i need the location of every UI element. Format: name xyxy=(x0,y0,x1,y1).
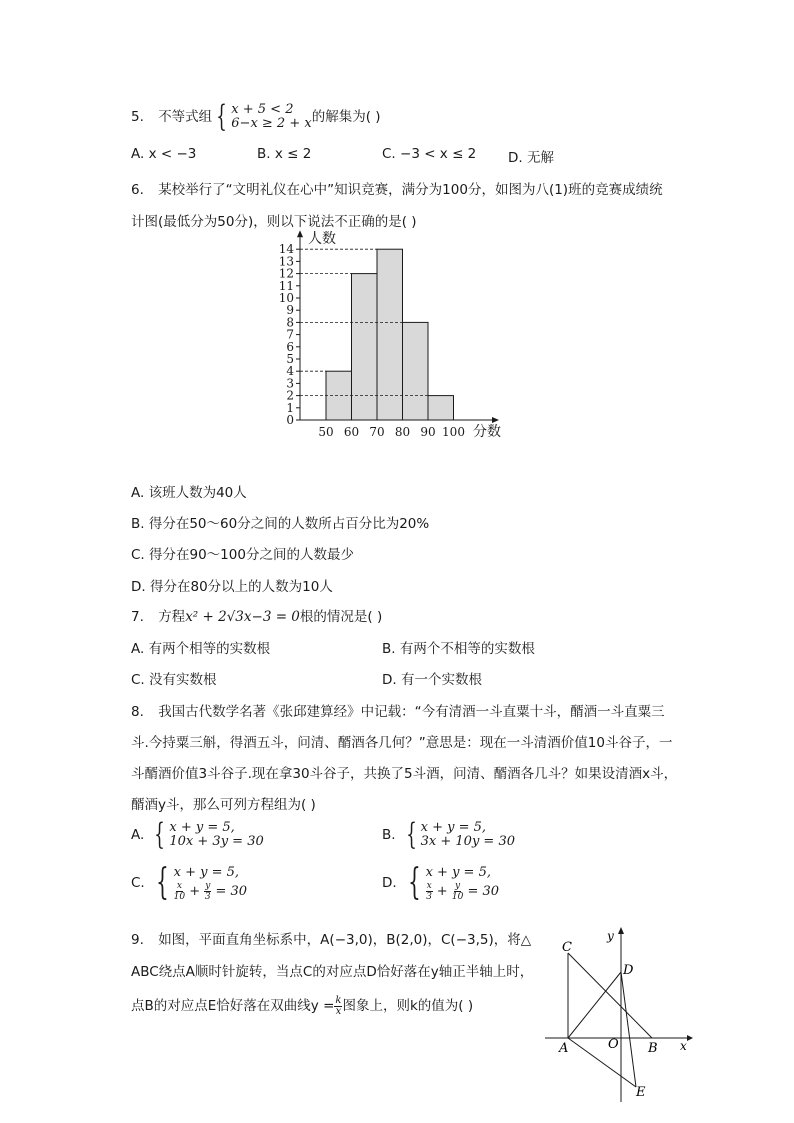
q5-row1: x + 5 < 2 xyxy=(231,102,294,117)
q9-line2: ABC绕点A顺时针旋转，当点C的对应点D恰好落在y轴正半轴上时， xyxy=(131,964,534,980)
q8-option-a: A. { x + y = 5, 10x + 3y = 30 xyxy=(131,817,264,852)
label-d: D xyxy=(623,963,634,978)
q9-text3-post: 图象上，则k的值为( ) xyxy=(342,998,474,1014)
q9-text3-pre: 点B的对应点E恰好落在双曲线y = xyxy=(131,998,335,1014)
label-e: E xyxy=(636,1085,646,1100)
histogram-x-axis-arrow xyxy=(492,417,499,423)
label-b: B xyxy=(648,1041,658,1056)
segment-ad xyxy=(568,972,621,1038)
q7-stem xyxy=(131,605,382,625)
histogram-bar xyxy=(403,322,429,420)
q9-number: 9. xyxy=(131,932,144,948)
q7-post: 根的情况是( ) xyxy=(299,609,383,625)
label-y: y xyxy=(607,929,614,943)
q6-line2: 计图(最低分为50分)，则以下说法不正确的是( ) xyxy=(131,214,417,230)
segment-de xyxy=(621,972,636,1087)
q5-option-b: B. x ≤ 2 xyxy=(257,146,312,162)
q7-option-d: D. 有一个实数根 xyxy=(382,672,482,688)
histogram-x-tick-label: 50 xyxy=(318,425,334,439)
histogram-x-tick-label: 100 xyxy=(442,425,465,439)
q8-line2: 斗.今持粟三斛，得酒五斗，问清、醑酒各几何？”意思是：现在一斗清酒价值10斗谷子，一 xyxy=(131,735,673,751)
q8-option-b: B. { x + y = 5, 3x + 10y = 30 xyxy=(382,817,516,852)
histogram-y-tick-label: 14 xyxy=(278,242,294,257)
q6-number: 6. xyxy=(131,182,144,198)
q8-option-c-label: C. xyxy=(131,875,145,891)
q8-c-row2: $\frac{x}{10}$ + $\frac{y}{3}$ = 30 xyxy=(173,881,248,902)
q8-option-b-label: B. xyxy=(382,827,396,843)
histogram-y-axis-label: 人数 xyxy=(308,231,336,248)
histogram-y-tick-label: 5 xyxy=(286,352,294,366)
histogram-y-tick-label: 7 xyxy=(286,327,294,342)
q8-a-row1: x + y = 5, xyxy=(169,820,235,835)
label-a: A xyxy=(559,1041,569,1056)
histogram-y-tick-label: 13 xyxy=(278,254,294,269)
q5-option-a: A. x < −3 xyxy=(131,146,197,162)
histogram-y-tick-label: 8 xyxy=(286,315,294,330)
q8-b-row1: x + y = 5, xyxy=(420,820,487,835)
coordinate-diagram xyxy=(545,922,705,1107)
q8-line3: 斗醑酒价值3斗谷子.现在拿30斗谷子，共换了5斗酒，问清、醑酒各几斗？如果设清酒x斗， xyxy=(131,766,678,782)
histogram-x-tick-label: 60 xyxy=(343,425,360,439)
q7-option-c: C. 没有实数根 xyxy=(131,672,217,688)
histogram-y-tick-label: 9 xyxy=(286,303,294,318)
q7-number: 7. xyxy=(131,609,144,625)
histogram-y-tick-label: 12 xyxy=(278,266,294,281)
segment-cb xyxy=(568,953,652,1038)
q7-option-b: B. 有两个不相等的实数根 xyxy=(382,641,535,657)
q8-c-row1: x + y = 5, xyxy=(173,865,240,880)
q9-frac-num: k xyxy=(335,994,342,1006)
y-axis-arrow xyxy=(618,927,624,934)
q5-option-d: D. 无解 xyxy=(508,150,554,166)
q5-option-c: C. −3 < x ≤ 2 xyxy=(382,146,477,162)
q7-pre: 方程 xyxy=(158,609,186,625)
q8-d-row1: x + y = 5, xyxy=(425,865,491,880)
label-x: x xyxy=(680,1039,687,1053)
histogram-y-tick-label: 0 xyxy=(286,413,294,427)
histogram-x-tick-label: 90 xyxy=(420,425,436,439)
histogram-bar xyxy=(428,396,454,420)
histogram xyxy=(270,228,520,443)
q8-b-row2: 3x + 10y = 30 xyxy=(420,834,516,849)
q6-option-d: D. 得分在80分以上的人数为10人 xyxy=(131,579,333,595)
q6-option-a: A. 该班人数为40人 xyxy=(131,485,247,501)
q5-stem xyxy=(131,99,381,134)
q5-number: 5. xyxy=(131,109,144,125)
histogram-y-tick-label: 3 xyxy=(286,376,294,391)
q8-line1 xyxy=(131,700,665,720)
label-o: O xyxy=(608,1037,619,1052)
label-c: C xyxy=(562,940,572,955)
histogram-x-tick-label: 70 xyxy=(369,425,385,439)
q8-option-d-label: D. xyxy=(382,875,397,891)
histogram-y-tick-label: 11 xyxy=(278,278,294,293)
q8-option-c: C. { x + y = 5, $\frac{x}{10}$ + $\frac{y}{3}$ = 30 xyxy=(131,862,248,903)
q9-frac-den: x xyxy=(335,1005,342,1017)
q8-a-row2: 10x + 3y = 30 xyxy=(169,834,264,849)
q5-pre: 不等式组 xyxy=(158,109,213,125)
x-axis-arrow xyxy=(687,1035,693,1041)
histogram-y-tick-label: 6 xyxy=(286,339,294,354)
q8-number: 8. xyxy=(131,704,144,720)
histogram-y-tick-label: 2 xyxy=(286,388,294,403)
histogram-y-axis-arrow xyxy=(297,230,303,237)
q5-post: 的解集为( ) xyxy=(311,109,381,125)
q9-text1: 如图，平面直角坐标系中，A(−3,0)，B(2,0)，C(−3,5)，将△ xyxy=(158,932,532,948)
q6-line1 xyxy=(131,178,663,198)
q8-text1: 我国古代数学名著《张邱建算经》中记载：“今有清酒一斗直粟十斗，醑酒一斗直粟三 xyxy=(158,704,665,720)
histogram-bar xyxy=(377,249,403,420)
histogram-x-tick-label: 80 xyxy=(394,425,411,439)
q8-line4: 醑酒y斗，那么可列方程组为( ) xyxy=(131,797,316,813)
histogram-y-tick-label: 1 xyxy=(286,400,294,415)
q7-equation: x² + 2√3x−3 = 0 xyxy=(185,609,300,625)
q8-d-row2: $\frac{x}{3}$ + $\frac{y}{10}$ = 30 xyxy=(426,881,500,902)
segment-ae xyxy=(568,1038,636,1087)
q6-option-c: C. 得分在90～100分之间的人数最少 xyxy=(131,547,354,563)
q6-option-b: B. 得分在50～60分之间的人数所占百分比为20% xyxy=(131,516,430,532)
q7-option-a: A. 有两个相等的实数根 xyxy=(131,641,271,657)
histogram-y-tick-label: 4 xyxy=(286,364,294,379)
q9-line3 xyxy=(131,994,473,1017)
q5-system: { x + 5 < 2 6−x ≥ 2 + x xyxy=(216,99,312,134)
histogram-x-axis-label: 分数 xyxy=(473,424,501,440)
q9-line1 xyxy=(131,928,531,948)
q8-option-a-label: A. xyxy=(131,827,145,843)
histogram-y-tick-label: 10 xyxy=(278,291,294,305)
q5-row2: 6−x ≥ 2 + x xyxy=(231,116,312,131)
histogram-bar xyxy=(352,274,378,420)
q8-option-d: D. { x + y = 5, $\frac{x}{3}$ + $\frac{y}{10}$ = 30 xyxy=(382,862,500,903)
q6-text1: 某校举行了“文明礼仪在心中”知识竞赛，满分为100分，如图为八(1)班的竞赛成绩统 xyxy=(158,182,663,198)
